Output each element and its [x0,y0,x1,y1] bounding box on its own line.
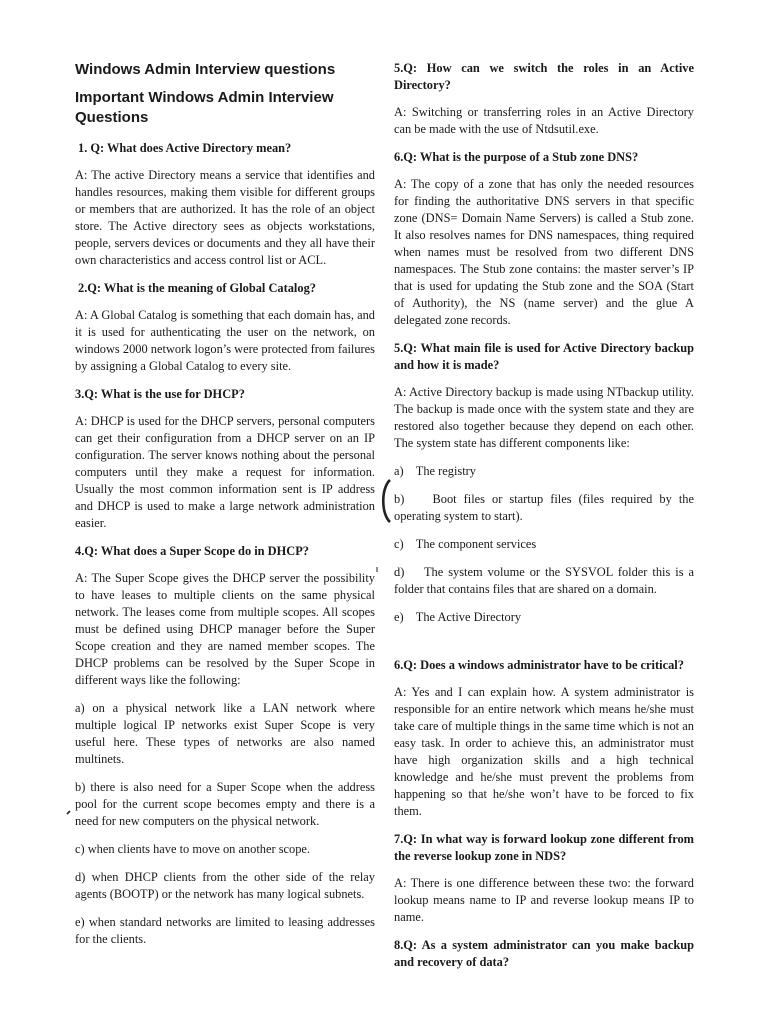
answer-7-item-d: d) The system volume or the SYSVOL folder this is a folder that contains files that are shared on a domain. [394,565,698,596]
document-subtitle: Important Windows Admin Interview Questions [75,89,334,126]
answer-4-item-a: a) on a physical network like a LAN network where multiple logical IP networks exist Super Scope is very useful here. These types of networks are also named multinets. [75,701,375,766]
question-6: 6.Q: What is the purpose of a Stub zone DNS? [394,150,639,164]
question-1: 1. Q: What does Active Directory mean? [78,141,292,155]
answer-4-item-b: b) there is also need for a Super Scope when the address pool for the current scope becomes empty and there is a need for new computers on the physical network. [75,780,375,828]
question-8: 6.Q: Does a windows administrator have to be critical? [394,658,684,672]
answer-8: A: Yes and I can explain how. A system administrator is responsible for an entire network which means he/she must take care of multiple things in the same time which is not an easy task. In order to achieve this, an administrator must have high organization skills and a high technical knowledge and he/she must prevent the problems from happening so that he/she won’t have to be forced to fix them. [394,685,694,818]
answer-4: A: The Super Scope gives the DHCP server the possibility to have leases to multiple clients on the same physical network. The leases come from multiple scopes. All scopes must be defined using DHCP manager before the Super Scope creation and they are named member scopes. The DHCP problems can be resolved by the Super Scope in different ways like the following: [75,571,375,687]
spacer [394,637,694,657]
question-2: 2.Q: What is the meaning of Global Catalog? [78,281,316,295]
question-4: 4.Q: What does a Super Scope do in DHCP? [75,544,309,558]
answer-7-item-e: e) The Active Directory [394,610,522,624]
answer-7-item-a: a) The registry [394,464,477,478]
tick-mark-icon [374,566,380,574]
question-10: 8.Q: As a system administrator can you make backup and recovery of data? [394,938,694,969]
answer-4-item-e: e) when standard networks are limited to leasing addresses for the clients. [75,915,375,946]
answer-2: A: A Global Catalog is something that each domain has, and it is used for authenticating the user on the network, on windows 2000 network logon’s were protected from failures by assigning a Global Catalog to every site. [75,308,375,373]
bracket-mark-icon [378,478,392,524]
answer-7-item-b: b) Boot files or startup files (files required by the operating system to start). [394,492,698,523]
left-column [75,60,375,959]
answer-6: A: The copy of a zone that has only the needed resources for finding the authoritative DNS servers in that specific zone (DNS= Domain Name Servers) is called a Stub zone. It also resolves names for DNS namespaces, thing required when names must be resolved from two different DNS namespaces. The Stub zone contains: the master server’s IP that is used for updating the Stub zone and the SOA (Start of Authority), the NS (name server) and the glue A delegated zone records. [394,177,694,327]
question-5: 5.Q: How can we switch the roles in an Active Directory? [394,61,694,92]
check-mark-icon [66,806,76,816]
document-title: Windows Admin Interview questions [75,61,336,78]
answer-1: A: The active Directory means a service that identifies and handles resources, making them visible for different groups or members that are authorized. It has the role of an object store. The Active directory sees as objects workstations, people, servers devices or documents and they all have their own characteristics and access control list or ACL. [75,168,375,267]
right-column [394,60,698,981]
answer-3: A: DHCP is used for the DHCP servers, personal computers can get their configuration from a DHCP server on an IP configuration. The server knows nothing about the personal computers until they make a request for information. Usually the most common information sent is IP address and DHCP is used to make a large network administration easier. [75,414,375,530]
answer-9: A: There is one difference between these two: the forward lookup means name to IP and reverse lookup means IP to name. [394,876,694,924]
question-3: 3.Q: What is the use for DHCP? [75,387,245,401]
answer-4-item-c: c) when clients have to move on another scope. [75,842,310,856]
question-9: 7.Q: In what way is forward lookup zone different from the reverse lookup zone in NDS? [394,832,694,863]
answer-7-item-c: c) The component services [394,537,537,551]
answer-7: A: Active Directory backup is made using NTbackup utility. The backup is made once with the system state and they are restored also together because they depend on each other. The system state has different components like: [394,385,694,450]
answer-4-item-d: d) when DHCP clients from the other side of the relay agents (BOOTP) or the network has many logical subnets. [75,870,375,901]
question-7: 5.Q: What main file is used for Active Directory backup and how it is made? [394,341,694,372]
answer-5: A: Switching or transferring roles in an Active Directory can be made with the use of Ntdsutil.exe. [394,105,694,136]
